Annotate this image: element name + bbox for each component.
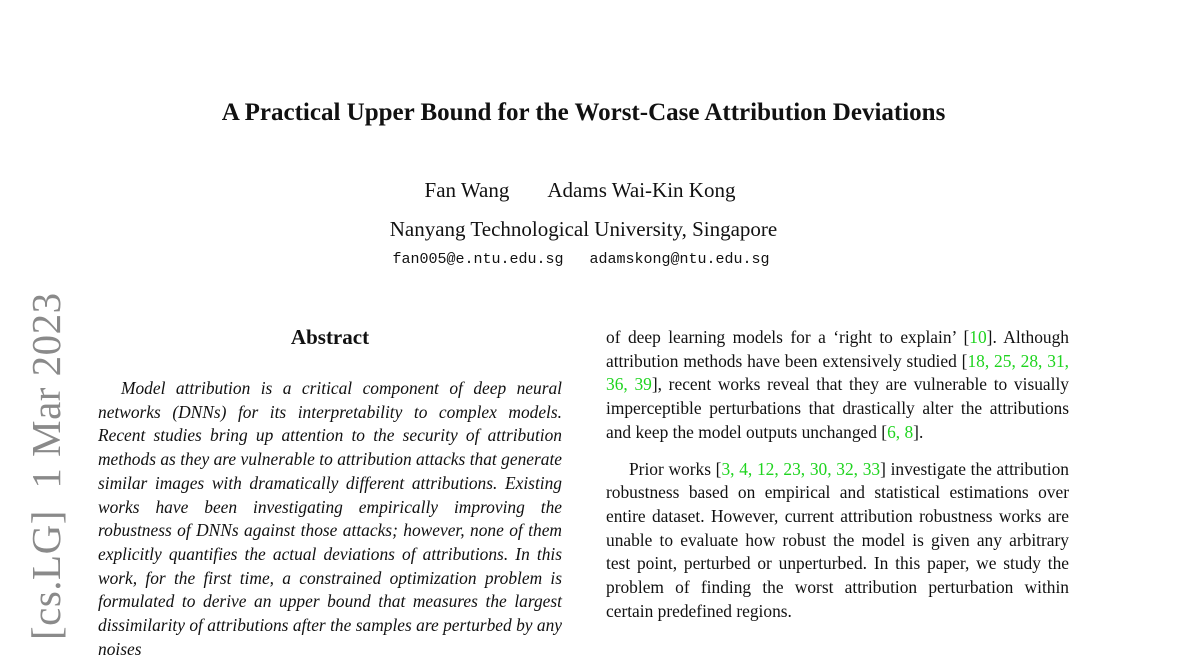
citation-link[interactable]: 3, 4, 12, 23, 30, 32, 33 (721, 458, 881, 479)
citation-link[interactable]: 18, 25, 28, 31, 36, 39 (606, 350, 1069, 395)
citation-link[interactable]: 10 (969, 327, 987, 347)
paper-title: A Practical Upper Bound for the Worst-Case Attribution Deviations (221, 99, 946, 126)
abstract-heading: Abstract (290, 325, 370, 349)
author-email[interactable]: fan005@e.ntu.edu.sg (392, 251, 564, 268)
affiliation: Nanyang Technological University, Singapore (389, 217, 778, 241)
intro-text: ]. Although attribution methods have been extensively studied [ (606, 327, 1070, 371)
author-list (0, 178, 1160, 203)
intro-text: of deep learning models for a ‘right to explain’ [ (606, 327, 970, 347)
introduction-column (606, 326, 1069, 623)
citation-link[interactable]: 6, 8 (887, 421, 914, 442)
intro-paragraph (606, 458, 1069, 624)
intro-text: Prior works [ (629, 458, 722, 479)
intro-paragraph (606, 326, 1069, 445)
author-name: Fan Wang (424, 178, 510, 202)
intro-text: ]. (913, 421, 924, 442)
email-list (0, 251, 1162, 268)
abstract-text: Model attribution is a critical component of deep neural networks (DNNs) for its interpretability to complex models. Recent studies bring up attention to the security of attribution methods as they are vulnerable to attribution attacks that generate similar images with dramatically different attributions. Existing works have been investigating empirically improving the robustness of DNNs against those attacks; however, none of them explicitly quantifies the actual deviations of attributions. In this work, for the first time, a constrained optimization problem is formulated to derive an upper bound that measures the largest dissimilarity of attributions after the samples are perturbed by any noises (98, 378, 562, 659)
author-email[interactable]: adamskong@ntu.edu.sg (589, 251, 770, 268)
author-name: Adams Wai-Kin Kong (547, 178, 736, 202)
intro-text: ], recent works reveal that they are vulnerable to visually imperceptible perturbations that drastically alter the attributions and keep the model outputs unchanged [ (606, 374, 1069, 442)
arxiv-stamp: [cs.LG] 1 Mar 2023 (23, 292, 69, 640)
intro-text: ] investigate the attribution robustness based on empirical and statistical estimations over entire dataset. However, current attribution robustness works are unable to evaluate how robust the model is given any arbitrary test point, perturbed or unperturbed. In this paper, we study the problem of finding the worst attribution perturbation within certain predefined regions. (606, 458, 1070, 621)
